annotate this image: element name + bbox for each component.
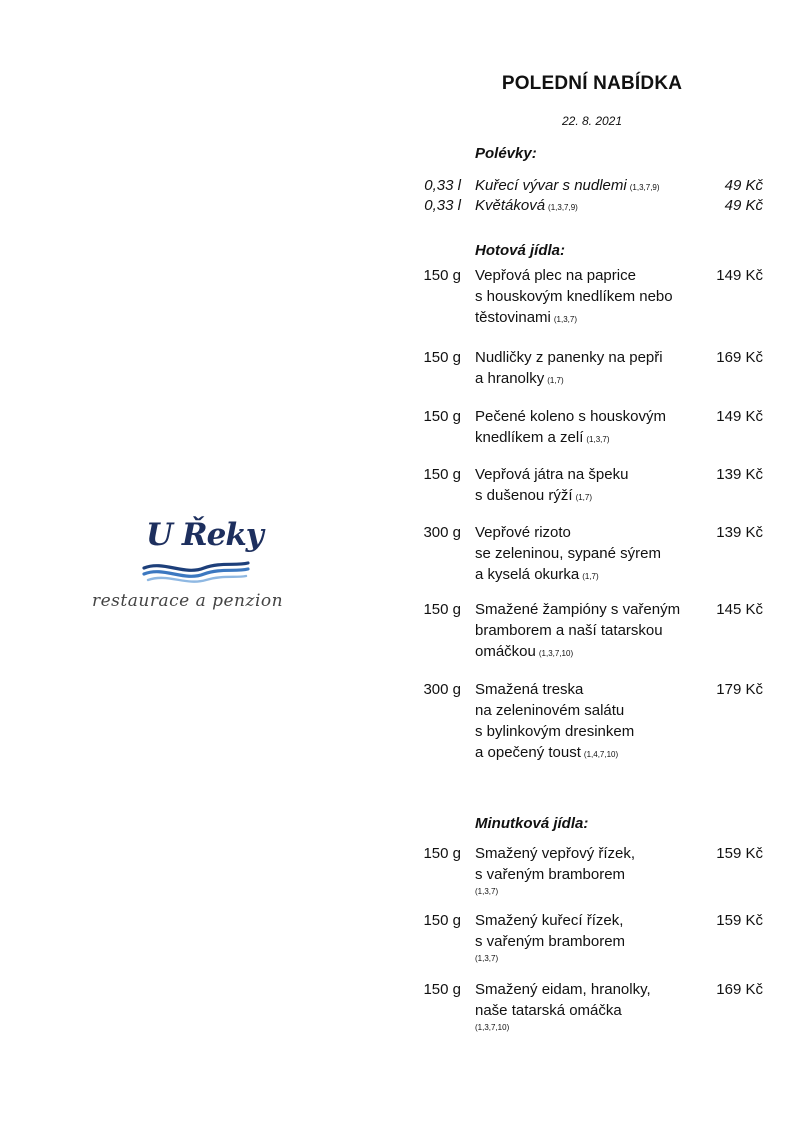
item-name-line bbox=[475, 427, 715, 450]
item-name-line bbox=[475, 679, 715, 700]
logo-tagline: restaurace a penzion bbox=[92, 591, 284, 611]
item-name-line bbox=[475, 931, 715, 952]
item-name-text: Smažená treska bbox=[475, 681, 584, 698]
item-name-line bbox=[475, 464, 715, 485]
item-name-text: omáčkou bbox=[475, 643, 536, 660]
item-allergens: (1,7) bbox=[582, 572, 599, 581]
item-name-text: Vepřová játra na špeku bbox=[475, 466, 629, 483]
item-allergens: (1,3,7,10) bbox=[538, 649, 574, 658]
waves-icon bbox=[142, 559, 250, 585]
item-allergens: (1,3,7) bbox=[586, 435, 610, 444]
item-name-text: na zeleninovém salátu bbox=[475, 702, 625, 719]
item-name-line bbox=[475, 721, 715, 742]
item-allergens: (1,3,7,10) bbox=[475, 1023, 510, 1032]
item-portion: 300 g bbox=[423, 524, 461, 541]
item-name-text: Smažený eidam, hranolky, bbox=[475, 981, 651, 998]
item-price: 169 Kč bbox=[716, 981, 763, 998]
item-portion: 0,33 l bbox=[424, 197, 461, 214]
section-heading-minute: Minutková jídla: bbox=[475, 815, 589, 832]
item-name-line bbox=[475, 742, 715, 765]
section-heading-soups: Polévky: bbox=[475, 145, 537, 162]
item-name bbox=[475, 979, 715, 1034]
item-price: 49 Kč bbox=[724, 177, 763, 194]
item-price: 139 Kč bbox=[716, 524, 763, 541]
item-name-text: Nudličky z panenky na pepři bbox=[475, 349, 663, 366]
item-name-line bbox=[475, 641, 715, 664]
item-name-line bbox=[475, 564, 715, 587]
item-price: 145 Kč bbox=[716, 601, 763, 618]
item-name-line bbox=[475, 286, 715, 307]
item-name-line bbox=[475, 195, 715, 218]
item-portion: 300 g bbox=[423, 681, 461, 698]
item-price: 49 Kč bbox=[724, 197, 763, 214]
item-name-text: s vařeným bramborem bbox=[475, 933, 626, 950]
item-name bbox=[475, 347, 715, 391]
item-allergens: (1,7) bbox=[575, 493, 593, 502]
item-price: 149 Kč bbox=[716, 408, 763, 425]
item-name-line bbox=[475, 843, 715, 864]
item-name bbox=[475, 843, 715, 898]
item-name-text: s vařeným bramborem bbox=[475, 866, 626, 883]
item-name bbox=[475, 599, 715, 664]
menu-date: 22. 8. 2021 bbox=[561, 114, 623, 128]
item-name-line bbox=[475, 265, 715, 286]
item-name-text: Smažený kuřecí řízek, bbox=[475, 912, 624, 929]
item-name-line bbox=[475, 620, 715, 641]
item-allergens: (1,3,7) bbox=[475, 887, 499, 896]
item-price: 149 Kč bbox=[716, 267, 763, 284]
item-name-text: se zeleninou, sypané sýrem bbox=[475, 545, 661, 562]
item-name bbox=[475, 910, 715, 965]
item-portion: 150 g bbox=[423, 981, 461, 998]
item-name-text: a kyselá okurka bbox=[475, 566, 580, 583]
item-name-line bbox=[475, 910, 715, 931]
item-name-line bbox=[475, 307, 715, 330]
section-heading-main: Hotová jídla: bbox=[475, 242, 566, 259]
item-price: 159 Kč bbox=[716, 912, 763, 929]
item-name-text: bramborem a naší tatarskou bbox=[475, 622, 663, 639]
item-name-line bbox=[475, 599, 715, 620]
item-name-line bbox=[475, 543, 715, 564]
item-name-text: Vepřové rizoto bbox=[475, 524, 571, 541]
item-name-text: Pečené koleno s houskovým bbox=[475, 408, 666, 425]
item-name-line bbox=[475, 406, 715, 427]
item-name-line bbox=[475, 700, 715, 721]
item-name-line bbox=[475, 522, 715, 543]
item-allergens: (1,3,7) bbox=[475, 954, 499, 963]
item-allergens: (1,4,7,10) bbox=[583, 750, 619, 759]
item-portion: 150 g bbox=[423, 845, 461, 862]
item-allergens: (1,3,7,9) bbox=[629, 183, 660, 192]
item-name bbox=[475, 679, 715, 765]
item-portion: 150 g bbox=[423, 408, 461, 425]
item-name-line bbox=[475, 485, 715, 508]
item-name bbox=[475, 406, 715, 450]
item-price: 179 Kč bbox=[716, 681, 763, 698]
item-name-text: a opečený toust bbox=[475, 744, 581, 761]
item-name bbox=[475, 464, 715, 508]
item-name-text: Smažené žampióny s vařeným bbox=[475, 601, 681, 618]
item-portion: 150 g bbox=[423, 466, 461, 483]
item-name-text: knedlíkem a zelí bbox=[475, 429, 584, 446]
item-name-text: s dušenou rýží bbox=[475, 487, 573, 504]
item-name-text: těstovinami bbox=[475, 309, 551, 326]
page-title: POLEDNÍ NABÍDKA bbox=[501, 73, 683, 94]
item-price: 159 Kč bbox=[716, 845, 763, 862]
item-allergens: (1,3,7,9) bbox=[548, 203, 578, 212]
restaurant-logo bbox=[88, 515, 300, 625]
item-name-line bbox=[475, 864, 715, 885]
item-portion: 0,33 l bbox=[424, 177, 461, 194]
item-allergens: (1,3,7) bbox=[553, 315, 577, 324]
logo-name: U Řeky bbox=[146, 517, 263, 553]
item-name-line bbox=[475, 347, 715, 368]
item-allergens: (1,7) bbox=[547, 376, 564, 385]
item-portion: 150 g bbox=[423, 912, 461, 929]
item-name bbox=[475, 265, 715, 330]
item-name-text: Vepřová plec na paprice bbox=[475, 267, 636, 284]
item-name-text: Smažený vepřový řízek, bbox=[475, 845, 636, 862]
item-name-line bbox=[475, 368, 715, 391]
item-price: 169 Kč bbox=[716, 349, 763, 366]
item-name-text: Květáková bbox=[475, 197, 546, 214]
item-name bbox=[475, 522, 715, 587]
item-name bbox=[475, 195, 715, 218]
item-name-text: Kuřecí vývar s nudlemi bbox=[475, 177, 627, 194]
item-portion: 150 g bbox=[423, 267, 461, 284]
item-portion: 150 g bbox=[423, 349, 461, 366]
item-portion: 150 g bbox=[423, 601, 461, 618]
item-name-text: a hranolky bbox=[475, 370, 545, 387]
item-name-text: naše tatarská omáčka bbox=[475, 1002, 622, 1019]
item-price: 139 Kč bbox=[716, 466, 763, 483]
item-name-line bbox=[475, 979, 715, 1000]
item-name-text: s houskovým knedlíkem nebo bbox=[475, 288, 673, 305]
item-name-text: s bylinkovým dresinkem bbox=[475, 723, 635, 740]
item-name-line bbox=[475, 1000, 715, 1021]
